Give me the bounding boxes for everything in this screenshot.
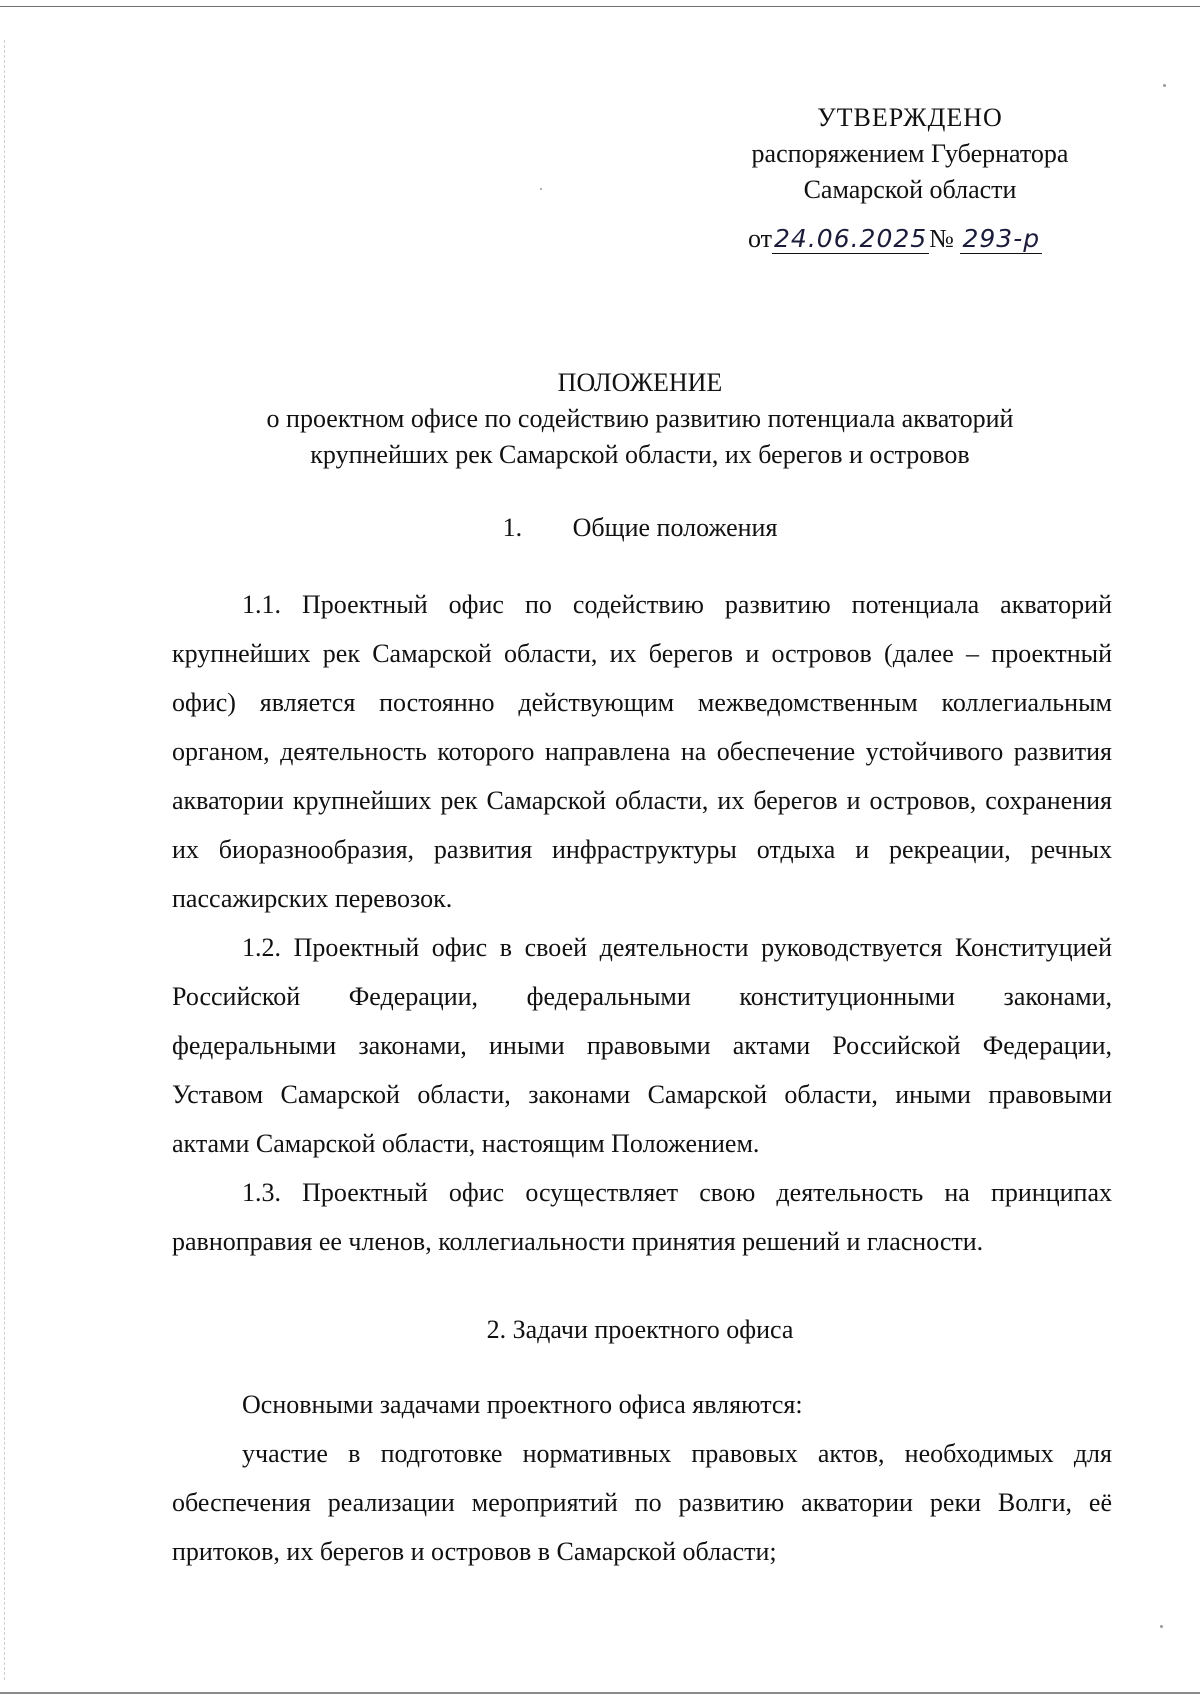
document-title-block <box>170 365 1110 473</box>
handwritten-date: 24.06.2025 <box>774 224 928 253</box>
section-1-heading <box>170 510 1110 546</box>
paragraph-1-1: 1.1. Проектный офис по содействию развитию потенциала акваторий крупнейших рек Самарской области, их берегов и островов (далее – проектный офис) является постоянно действующим межведомственным коллегиальным органом, деятельность которого направлена на обеспечение устойчивого развития акватории крупнейших рек Самарской области, их берегов и островов, сохранения их биоразнообразия, развития инфраструктуры отдыха и рекреации, речных пассажирских перевозок. <box>172 590 1112 913</box>
document-title: ПОЛОЖЕНИЕ <box>557 368 723 397</box>
section-1-title: Общие положения <box>572 513 778 542</box>
paragraph-2-task-1: участие в подготовке нормативных правовых актов, необходимых для обеспечения реализации мероприятий по развитию акватории реки Волги, её притоков, их берегов и островов в Самарской области; <box>172 1439 1112 1566</box>
number-prefix: № <box>929 224 954 253</box>
approval-title: УТВЕРЖДЕНО <box>817 103 1003 132</box>
date-prefix: от <box>748 224 773 253</box>
paragraph-1-2: 1.2. Проектный офис в своей деятельности руководствуется Конституцией Российской Федерации, федеральными конституционными законами, федеральными законами, иными правовыми актами Российской Федерации, Уставом Самарской области, законами Самарской области, иными правовыми актами Самарской области, настоящим Положением. <box>172 933 1112 1158</box>
approval-line-2: Самарской области <box>803 175 1017 204</box>
scan-edge-left <box>4 40 6 1680</box>
approval-block <box>700 100 1120 208</box>
paragraph-2-intro: Основными задачами проектного офиса являются: <box>242 1390 803 1419</box>
document-subtitle-line-1: о проектном офисе по содействию развитию потенциала акваторий <box>266 404 1014 433</box>
section-2-heading: 2. Задачи проектного офиса <box>486 1315 794 1344</box>
approval-line-1: распоряжением Губернатора <box>751 139 1069 168</box>
section-2-body <box>172 1380 1112 1576</box>
document-subtitle-line-2: крупнейших рек Самарской области, их берегов и островов <box>310 440 970 469</box>
section-1-number: 1. <box>502 513 523 542</box>
handwritten-number: 293-р <box>962 224 1041 253</box>
approval-date-line <box>748 222 1128 256</box>
scan-speck <box>540 188 542 190</box>
scan-edge-bottom <box>0 1692 1200 1694</box>
scan-speck <box>1160 1625 1163 1628</box>
section-1-body <box>172 580 1112 1266</box>
scan-speck <box>1163 84 1166 87</box>
paragraph-1-3: 1.3. Проектный офис осуществляет свою деятельность на принципах равноправия ее членов, коллегиальности принятия решений и гласности. <box>172 1178 1112 1256</box>
scan-edge-top <box>0 6 1200 7</box>
